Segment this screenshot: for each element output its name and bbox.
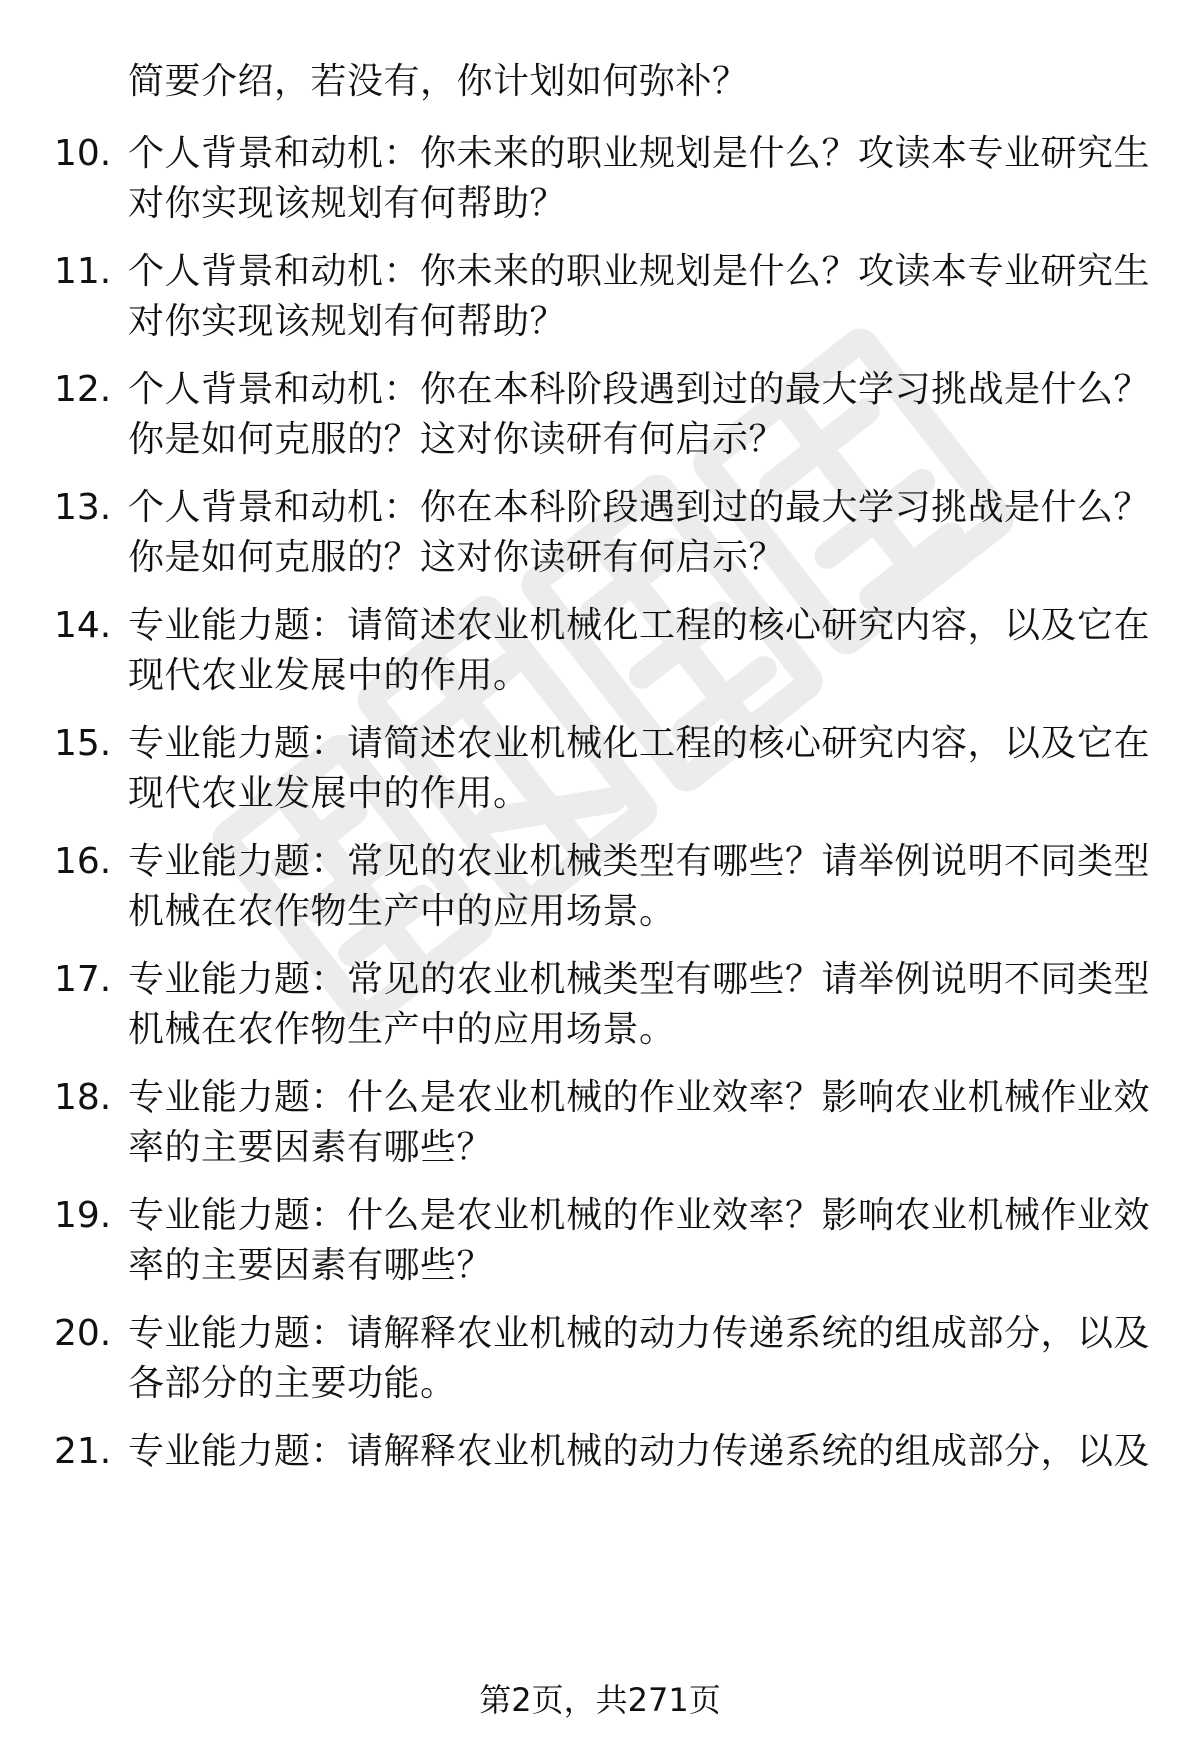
item-text-line2: 对你实现该规划有何帮助？ [128,301,567,342]
item-text-line1: 专业能力题：请简述农业机械化工程的核心研究内容，以及它在 [128,605,1151,646]
item-number: 17. [54,959,112,1000]
item-number: 21. [54,1431,112,1472]
item-number: 12. [54,369,112,410]
item-text-line1: 个人背景和动机：你在本科阶段遇到过的最大学习挑战是什么？ [128,369,1151,410]
item-text-line2: 机械在农作物生产中的应用场景。 [128,891,676,932]
list-item [0,958,1200,1058]
item-number: 13. [54,487,112,528]
item-text-line1: 个人背景和动机：你在本科阶段遇到过的最大学习挑战是什么？ [128,487,1151,528]
list-item [0,368,1200,468]
item-text-line2: 率的主要因素有哪些？ [128,1245,494,1286]
item-text-line1: 专业能力题：什么是农业机械的作业效率？影响农业机械作业效 [128,1195,1151,1236]
list-item [0,132,1200,232]
item-text-line2: 现代农业发展中的作用。 [128,773,530,814]
item-number: 19. [54,1195,112,1236]
item-text-line1: 个人背景和动机：你未来的职业规划是什么？攻读本专业研究生 [128,133,1151,174]
item-text-line1: 专业能力题：请解释农业机械的动力传递系统的组成部分，以及 [128,1431,1151,1472]
item-text-line1: 个人背景和动机：你未来的职业规划是什么？攻读本专业研究生 [128,251,1151,292]
item-text-line2: 你是如何克服的？这对你读研有何启示？ [128,537,786,578]
list-item [0,840,1200,940]
list-item [0,250,1200,350]
continuation-line: 简要介绍，若没有，你计划如何弥补？ [128,61,749,102]
list-item [0,1430,1200,1530]
item-text-line1: 专业能力题：请简述农业机械化工程的核心研究内容，以及它在 [128,723,1151,764]
page-number-footer: 第2页，共271页 [479,1681,721,1719]
item-number: 14. [54,605,112,646]
item-text-line2: 机械在农作物生产中的应用场景。 [128,1009,676,1050]
list-item [0,722,1200,822]
item-number: 10. [54,133,112,174]
item-text-line2: 对你实现该规划有何帮助？ [128,183,567,224]
item-number: 20. [54,1313,112,1354]
item-text-line1: 专业能力题：什么是农业机械的作业效率？影响农业机械作业效 [128,1077,1151,1118]
list-item [0,486,1200,586]
list-item [0,604,1200,704]
list-item [0,1194,1200,1294]
item-text-line2: 现代农业发展中的作用。 [128,655,530,696]
item-number: 18. [54,1077,112,1118]
item-number: 11. [54,251,112,292]
item-text-line1: 专业能力题：请解释农业机械的动力传递系统的组成部分，以及 [128,1313,1151,1354]
list-item [0,1312,1200,1412]
item-text-line2: 你是如何克服的？这对你读研有何启示？ [128,419,786,460]
item-text-line2: 各部分的主要功能。 [128,1363,457,1404]
item-text-line1: 专业能力题：常见的农业机械类型有哪些？请举例说明不同类型 [128,841,1151,882]
item-number: 16. [54,841,112,882]
item-number: 15. [54,723,112,764]
list-item [0,1076,1200,1176]
item-text-line1: 专业能力题：常见的农业机械类型有哪些？请举例说明不同类型 [128,959,1151,1000]
item-text-line2: 率的主要因素有哪些？ [128,1127,494,1168]
